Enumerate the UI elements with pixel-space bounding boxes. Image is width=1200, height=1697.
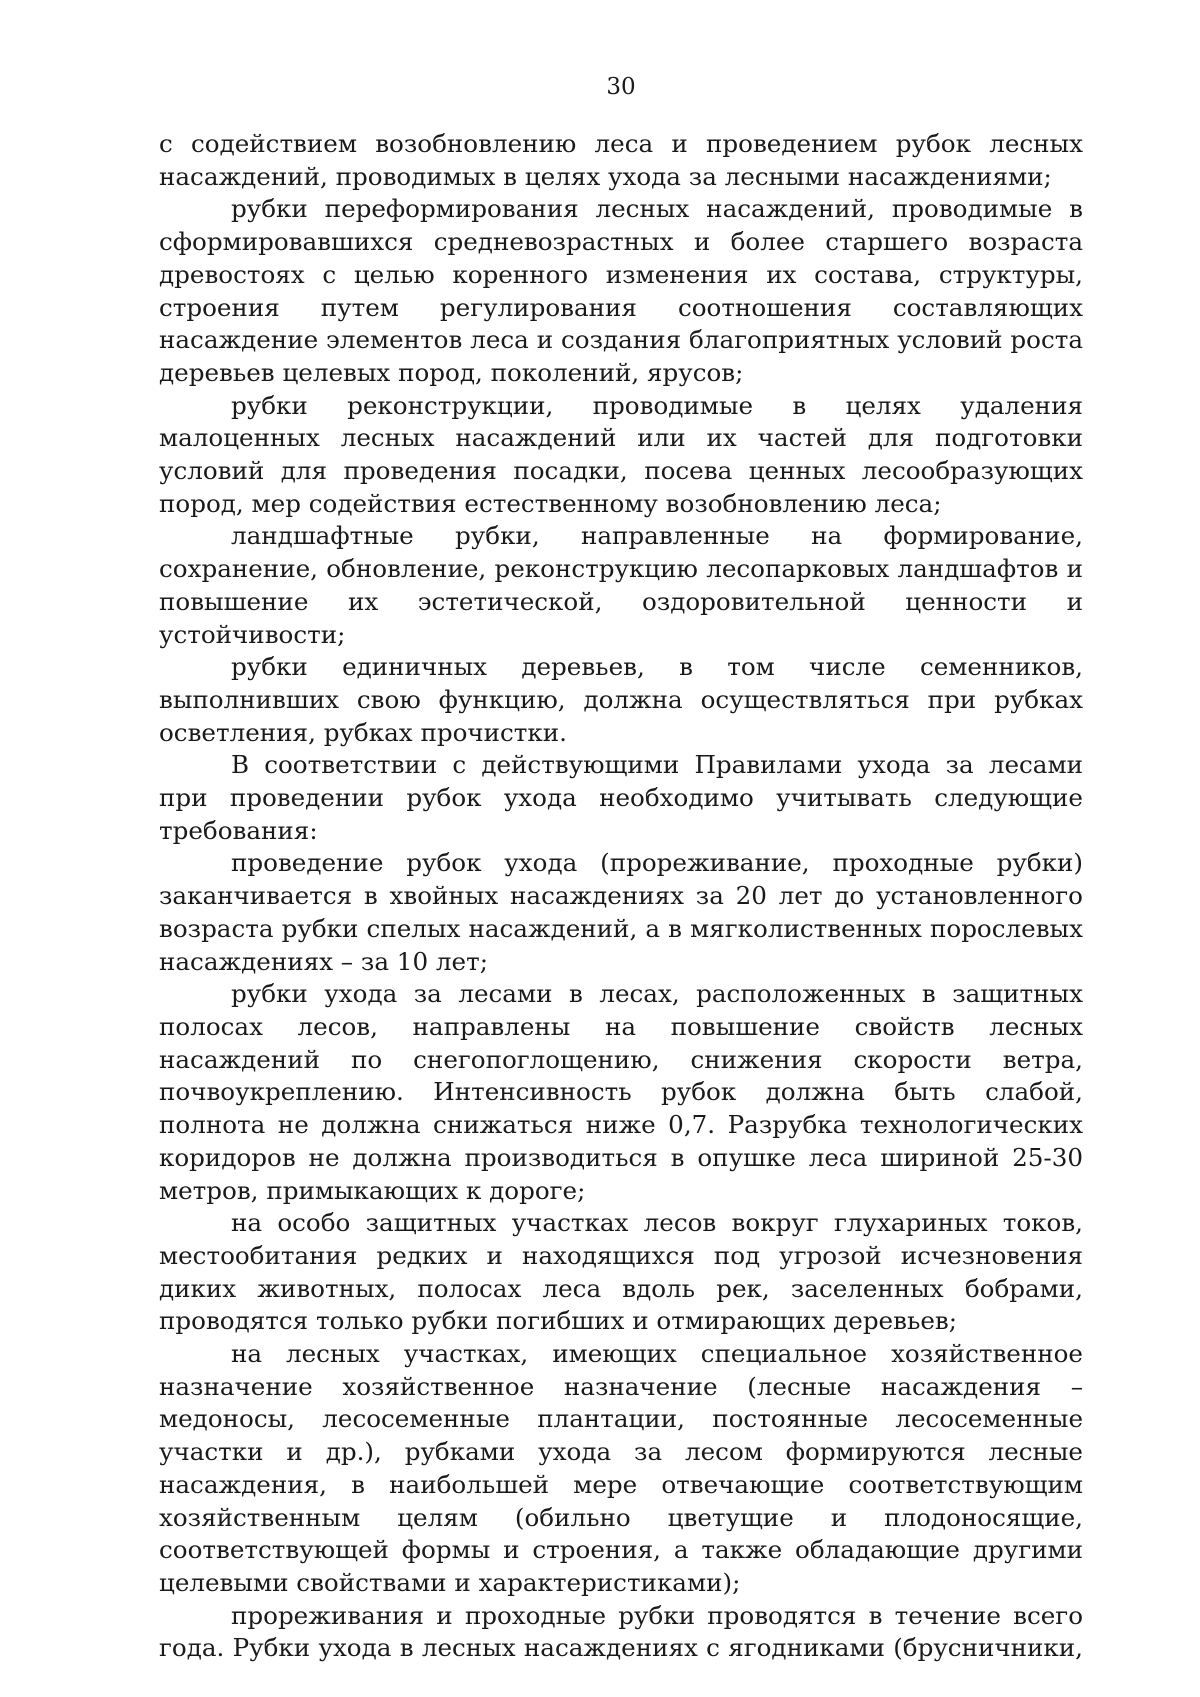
paragraph-4: ландшафтные рубки, направленные на формирование, сохранение, обновление, реконструкцию лесопарковых ландшафтов и повышение их эстетической, оздоровительной ценности и устойчивости; (159, 521, 1083, 649)
paragraph-1: с содействием возобновлению леса и проведением рубок лесных насаждений, проводимых в целях ухода за лесными насаждениями; (159, 129, 1083, 191)
page-number: 30 (606, 74, 636, 100)
document-body (159, 128, 1083, 1665)
paragraph-9: на особо защитных участках лесов вокруг глухариных токов, местообитания редких и находящихся под угрозой исчезновения диких животных, полосах леса вдоль рек, заселенных бобрами, проводятся только рубки погибших и отмирающих деревьев; (159, 1208, 1083, 1336)
paragraph-3: рубки реконструкции, проводимые в целях удаления малоценных лесных насаждений или их частей для подготовки условий для проведения посадки, посева ценных лесообразующих пород, мер содействия естественному возобновлению леса; (159, 390, 1083, 518)
paragraph-7: проведение рубок ухода (прореживание, проходные рубки) заканчивается в хвойных насаждениях за 20 лет до установленного возраста рубки спелых насаждений, а в мягколиственных порослевых насаждениях – за 10 лет; (159, 848, 1083, 976)
paragraph-11: прореживания и проходные рубки проводятся в течение всего года. Рубки ухода в лесных насаждениях с ягодниками (брусничники, (159, 1600, 1083, 1663)
paragraph-5: рубки единичных деревьев, в том числе семенников, выполнивших свою функцию, должна осуществляться при рубках осветления, рубках прочистки. (159, 652, 1083, 747)
paragraph-10: на лесных участках, имеющих специальное хозяйственное назначение хозяйственное назначение (лесные насаждения – медоносы, лесосеменные плантации, постоянные лесосеменные участки и др.), рубками ухода за лесом формируются лесные насаждения, в наибольшей мере отвечающие соответствующим хозяйственным целям (обильно цветущие и плодоносящие, соответствующей формы и строения, а также обладающие другими целевыми свойствами и характеристиками); (159, 1339, 1083, 1597)
paragraph-6: В соответствии с действующими Правилами ухода за лесами при проведении рубок ухода необходимо учитывать следующие требования: (159, 750, 1083, 845)
paragraph-8: рубки ухода за лесами в лесах, расположенных в защитных полосах лесов, направлены на повышение свойств лесных насаждений по снегопоглощению, снижения скорости ветра, почвоукреплению. Интенсивность рубок должна быть слабой, полнота не должна снижаться ниже 0,7. Разрубка технологических коридоров не должна производиться в опушке леса шириной 25-30 метров, примыкающих к дороге; (159, 979, 1083, 1205)
paragraph-2: рубки переформирования лесных насаждений, проводимые в сформировавшихся средневозрастных и более старшего возраста древостоях с целью коренного изменения их состава, структуры, строения путем регулирования соотношения составляющих насаждение элементов леса и создания благоприятных условий роста деревьев целевых пород, поколений, ярусов; (159, 194, 1083, 387)
